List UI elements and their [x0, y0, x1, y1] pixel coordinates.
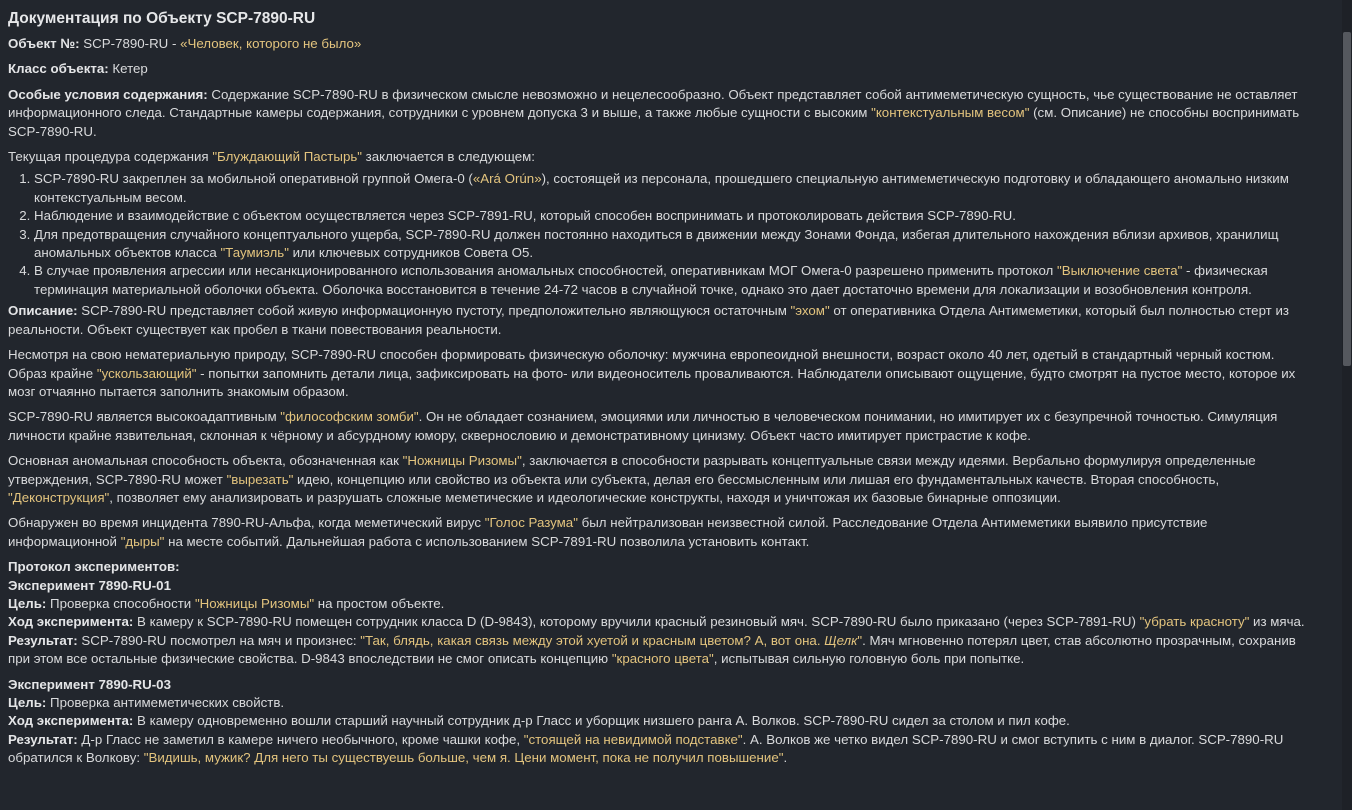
experiment-goal	[8, 595, 1308, 613]
text: Основная аномальная способность объекта, обозначенная как	[8, 453, 403, 469]
text: (см. Описание) не способны воспринимать SCP-7890-RU.	[8, 105, 1300, 139]
text: на месте событий. Дальнейшая работа с использованием SCP-7891-RU позволила установить контакт.	[164, 533, 810, 549]
text: был нейтрализован неизвестной силой. Расследование Отдела Антимеметики выявило присутствие информационной	[8, 515, 1208, 549]
object-class-label: Класс объекта:	[8, 61, 109, 77]
experiment-03	[8, 676, 1308, 768]
highlight: "убрать красноту"	[1139, 614, 1250, 630]
object-number-label: Объект №:	[8, 36, 80, 51]
document	[8, 8, 1308, 775]
text: Проверка способности	[46, 595, 195, 611]
personality-paragraph	[8, 408, 1308, 445]
goal-label: Цель:	[8, 695, 47, 710]
procedure-list	[8, 170, 1308, 299]
highlight: "красного цвета"	[611, 651, 714, 667]
highlight: "эхом"	[790, 303, 830, 319]
text: . Он не обладает сознанием, эмоциями или личностью в человеческом понимании, но имитирует их с безупречной точностью. Симуляция личности крайне язвительная, склонная к чёрному и абсурдному юмору, сквернословию и демонстративному цинизму. Объект часто имитирует пристрастие к кофе.	[8, 409, 1278, 443]
experiment-title: Эксперимент 7890-RU-03	[8, 676, 171, 692]
text: Обнаружен во время инцидента 7890-RU-Альфа, когда меметический вирус	[8, 515, 485, 531]
highlight: "философским зомби"	[280, 409, 419, 425]
list-item	[34, 226, 1308, 263]
vertical-scrollbar[interactable]	[1342, 0, 1352, 810]
text: Проверка антимеметических свойств.	[46, 695, 285, 710]
text: . А. Волков же четко видел SCP-7890-RU и смог вступить с ним в диалог. SCP-7890-RU обратился к Волкову:	[8, 731, 1284, 766]
text: Содержание SCP-7890-RU в физическом смысле невозможно и нецелесообразно. Объект представляет собой антимеметическую сущность, чье существование не оставляет информационного следа. Стандартные камеры содержания, сотрудники с уровнем допуска 3 и выше, а также любые сущности с высоким	[8, 86, 1298, 121]
object-number-line	[8, 35, 1308, 53]
goal-label: Цель:	[8, 595, 47, 611]
experiment-course	[8, 613, 1308, 631]
highlight: "Так, блядь, какая связь между этой хуетой и красным цветом? А, вот она.	[360, 632, 825, 648]
text: идею, концепцию или свойство из объекта или субъекта, делая его бессмысленным или лишая его фундаментальных качеств. Вторая способность,	[293, 471, 1220, 487]
object-number-value: SCP-7890-RU -	[79, 36, 181, 51]
list-item	[34, 207, 1308, 225]
text: - физическая терминация материальной оболочки объекта. Оболочка восстановится в течение 24-72 часов в случайной точке, однако это дает достаточно времени для локализации и возобновления контроля.	[34, 263, 1268, 297]
highlight: "вырезать"	[226, 471, 294, 487]
text: .	[783, 750, 788, 766]
highlight: "стоящей на невидимой подставке"	[523, 731, 743, 747]
procedure-intro	[8, 148, 1308, 166]
text: , заключается в способности разрывать концептуальные связи между идеями. Вербально формулируя определенные утверждения, SCP-7890-RU может	[8, 453, 1256, 487]
highlight: "	[857, 632, 863, 648]
highlight: «Ará Orún»	[472, 171, 542, 187]
text: ), состоящей из персонала, прошедшего специальную антимеметическую подготовку и обладающего аномально низким контекстуальным весом.	[34, 171, 1289, 205]
containment-label: Особые условия содержания:	[8, 86, 208, 102]
highlight: "контекстуальным весом"	[871, 105, 1030, 121]
document-title: Документация по Объекту SCP-7890-RU	[8, 10, 316, 27]
experiment-title: Эксперимент 7890-RU-01	[8, 577, 171, 593]
text: В случае проявления агрессии или несанкционированного использования аномальных способностей, оперативникам МОГ Омега-0 разрешено применить протокол	[34, 263, 1058, 279]
containment-paragraph	[8, 86, 1308, 141]
course-label: Ход эксперимента:	[8, 614, 134, 630]
text: SCP-7890-RU является высокоадаптивным	[8, 409, 281, 425]
text: - попытки запомнить детали лица, зафиксировать на фото- или видеоноситель проваливаются. Наблюдатели описывают ощущение, будто смотрят на пустое место, которое их мозг отчаянно пытается заполнить знакомым образом.	[8, 365, 1296, 399]
text: на простом объекте.	[314, 595, 445, 611]
discovery-paragraph	[8, 514, 1308, 551]
text: или ключевых сотрудников Совета О5.	[288, 245, 534, 261]
highlight: "Ножницы Ризомы"	[402, 453, 522, 469]
highlight: "Ножницы Ризомы"	[194, 595, 315, 611]
highlight: "Видишь, мужик? Для него ты существуешь больше, чем я. Цени момент, пока не получил повышение"	[143, 750, 784, 766]
scrollbar-thumb[interactable]	[1343, 32, 1351, 366]
course-label: Ход эксперимента:	[8, 713, 134, 729]
experiment-goal	[8, 694, 1308, 712]
experiment-01	[8, 558, 1308, 668]
object-class-value: Кетер	[108, 61, 148, 77]
list-item	[34, 262, 1308, 299]
experiment-course	[8, 712, 1308, 730]
text: Для предотвращения случайного концептуального ущерба, SCP-7890-RU должен постоянно находиться в движении между Зонами Фонда, избегая длительного нахождения вблизи архивов, хранилищ аномальных объектов класса	[34, 226, 1279, 261]
text: , испытывая сильную головную боль при попытке.	[713, 651, 1025, 667]
text: В камеру к SCP-7890-RU помещен сотрудник класса D (D-9843), которому вручили красный резиновый мяч. SCP-7890-RU было приказано (через SCP-7891-RU)	[133, 614, 1140, 630]
highlight: "Блуждающий Пастырь"	[212, 149, 362, 165]
text: . Мяч мгновенно потерял цвет, став абсолютно прозрачным, сохранив при этом все остальные физические свойства. D-9843 впоследствии не смог описать концепцию	[8, 632, 1296, 667]
protocol-title: Протокол экспериментов:	[8, 559, 180, 575]
text: Несмотря на свою нематериальную природу, SCP-7890-RU способен формировать физическую оболочку: мужчина европеоидной внешности, возраст около 40 лет, одетый в стандартный черный костюм. Образ крайне	[8, 347, 1275, 381]
description-label: Описание:	[8, 303, 78, 319]
description-paragraph	[8, 302, 1308, 339]
object-class-line	[8, 60, 1308, 78]
text: из мяча.	[1249, 614, 1305, 630]
text: В камеру одновременно вошли старший научный сотрудник д-р Гласс и уборщик низшего ранга А. Волков. SCP-7890-RU сидел за столом и пил кофе.	[133, 713, 1070, 729]
highlight: "Таумиэль"	[220, 245, 289, 261]
highlight: "Деконструкция"	[8, 489, 110, 505]
text: заключается в следующем:	[361, 149, 536, 165]
highlight: "Голос Разума"	[484, 515, 578, 531]
list-item	[34, 170, 1308, 207]
highlight: "дыры"	[120, 533, 165, 549]
text: SCP-7890-RU посмотрел на мяч и произнес:	[77, 632, 361, 648]
text: от оперативника Отдела Антимеметики, который был полностью стерт из реальности. Объект существует как пробел в ткани повествования реальности.	[8, 303, 1289, 337]
text: Д-р Гласс не заметил в камере ничего необычного, кроме чашки кофе,	[77, 731, 524, 747]
experiment-result	[8, 731, 1308, 768]
highlight-italic: Щелк	[824, 632, 858, 648]
experiment-result	[8, 632, 1308, 669]
text: SCP-7890-RU представляет собой живую информационную пустоту, предположительно являющуюся остаточным	[77, 303, 791, 319]
abilities-paragraph	[8, 452, 1308, 507]
text: Наблюдение и взаимодействие с объектом осуществляется через SCP-7891-RU, который способен воспринимать и протоколировать действия SCP-7890-RU.	[34, 208, 1016, 224]
text: , позволяет ему анализировать и разрушать сложные меметические и идеологические конструкты, находя и уничтожая их базовые бинарные оппозиции.	[109, 489, 1061, 505]
object-nickname: «Человек, которого не было»	[180, 36, 362, 51]
result-label: Результат:	[8, 731, 78, 747]
appearance-paragraph	[8, 346, 1308, 401]
text: Текущая процедура содержания	[8, 149, 213, 165]
result-label: Результат:	[8, 632, 78, 648]
highlight: "Выключение света"	[1057, 263, 1183, 279]
text: SCP-7890-RU закреплен за мобильной оперативной группой Омега-0 (	[34, 171, 473, 187]
highlight: "ускользающий"	[96, 365, 197, 381]
